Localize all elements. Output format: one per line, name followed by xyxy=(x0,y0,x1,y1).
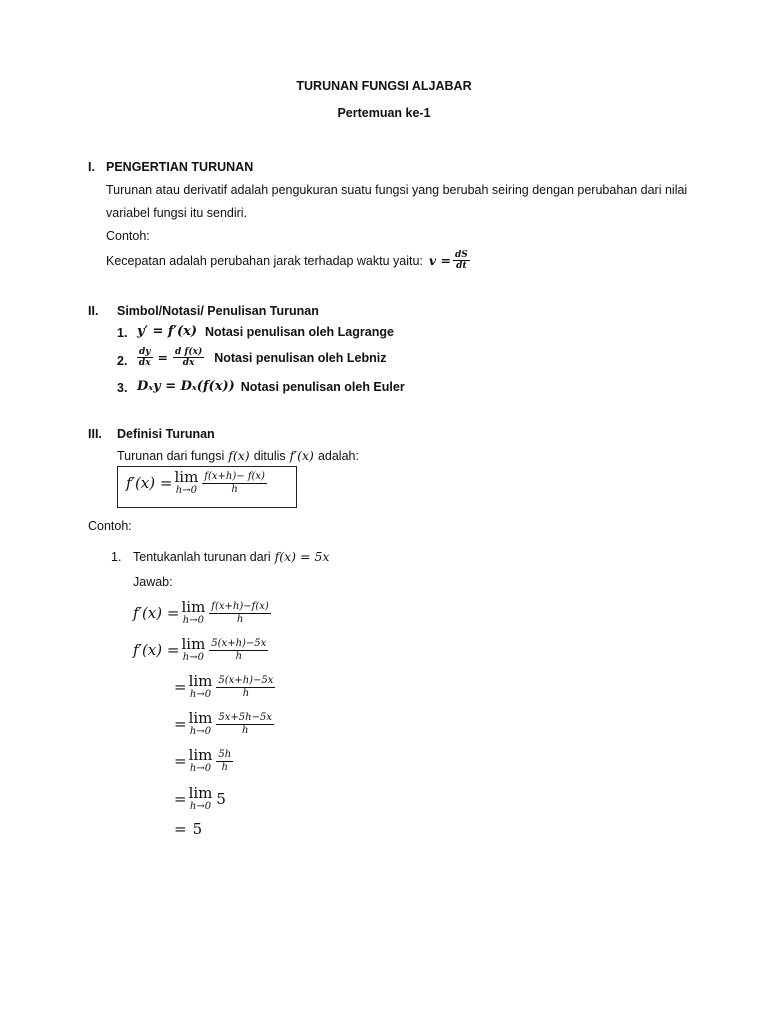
velocity-example xyxy=(106,250,472,272)
section2-number: II. xyxy=(88,304,99,318)
step4-denominator: h xyxy=(241,724,249,736)
section3-number: III. xyxy=(88,427,102,441)
notation-lagrange-math: y′ = f′(x) xyxy=(137,324,197,339)
velocity-denominator: dt xyxy=(456,261,467,272)
frac2-numerator: d f(x) xyxy=(175,347,203,357)
document-title: TURUNAN FUNGSI ALJABAR xyxy=(296,79,472,93)
definition-formula xyxy=(126,470,269,496)
section3-heading: Definisi Turunan xyxy=(117,427,215,441)
solution-step-1 xyxy=(133,600,273,626)
step4-lhs: = xyxy=(174,715,187,733)
step2-denominator: h xyxy=(235,650,243,662)
jawab-label: Jawab: xyxy=(133,575,173,589)
notation-euler-math: Dₓy = Dₓ(f(x)) xyxy=(137,379,235,394)
velocity-numerator: dS xyxy=(455,250,468,260)
notation-lebniz xyxy=(135,347,386,369)
definition-limit xyxy=(174,470,198,496)
step7-lhs: = xyxy=(174,820,187,838)
step3-denominator: h xyxy=(242,687,250,699)
velocity-fraction xyxy=(453,250,470,272)
step1-lim: lim xyxy=(181,598,206,616)
step3-lhs: = xyxy=(174,678,187,696)
step4-lim: lim xyxy=(188,709,213,727)
notation-lagrange xyxy=(137,324,394,339)
notation-lebniz-frac1 xyxy=(137,347,153,369)
document-subtitle: Pertemuan ke-1 xyxy=(337,106,431,120)
problem-number: 1. xyxy=(111,550,122,564)
step1-lhs: f′(x) = xyxy=(133,604,180,622)
frac1-denominator: dx xyxy=(138,358,151,369)
section2-heading: Simbol/Notasi/ Penulisan Turunan xyxy=(117,304,319,318)
step3-numerator: 5(x+h)−5x xyxy=(218,675,274,686)
step5-numerator: 5h xyxy=(218,749,232,760)
solution-step-4 xyxy=(174,711,276,737)
notation-lagrange-desc: Notasi penulisan oleh Lagrange xyxy=(205,324,394,339)
solution-step-7 xyxy=(174,820,202,838)
notation-lebniz-frac2 xyxy=(173,347,204,369)
problem-function: f(x) = 5x xyxy=(274,549,330,564)
step5-lim-sub: h→0 xyxy=(189,763,212,774)
solution-step-2 xyxy=(133,637,270,663)
solution-step-3 xyxy=(174,674,277,700)
step6-lim: lim xyxy=(188,784,213,802)
step1-denominator: h xyxy=(236,613,244,625)
definition-intro-fpx: f′(x) xyxy=(289,448,314,463)
frac1-numerator: dy xyxy=(139,347,151,357)
definition-lhs: f′(x) = xyxy=(126,474,173,492)
section1-paragraph-line1: Turunan atau derivatif adalah pengukuran suatu fungsi yang berubah seiring dengan perubahan dari nilai xyxy=(106,183,688,197)
step5-lim: lim xyxy=(188,746,213,764)
step7-value: 5 xyxy=(192,820,203,838)
step6-value: 5 xyxy=(216,790,226,808)
section1-heading: PENGERTIAN TURUNAN xyxy=(106,160,254,174)
problem-statement xyxy=(133,549,329,564)
definition-intro-fx: f(x) xyxy=(228,448,250,463)
notation-1-number: 1. xyxy=(117,326,128,340)
step2-numerator: 5(x+h)−5x xyxy=(211,638,267,649)
step3-lim-sub: h→0 xyxy=(189,689,212,700)
section1-number: I. xyxy=(88,160,95,174)
step2-lim-sub: h→0 xyxy=(182,652,204,663)
step6-lim-sub: h→0 xyxy=(189,801,212,812)
definition-intro-c: adalah: xyxy=(317,448,359,463)
notation-3-number: 3. xyxy=(117,381,128,395)
step2-lhs: f′(x) = xyxy=(133,641,180,659)
step3-lim: lim xyxy=(188,672,213,690)
step6-lhs: = xyxy=(174,790,187,808)
step1-numerator: f(x+h)−f(x) xyxy=(211,601,269,612)
definition-intro-b: ditulis xyxy=(253,448,286,463)
notation-2-number: 2. xyxy=(117,354,128,368)
step5-lhs: = xyxy=(174,752,187,770)
velocity-example-text: Kecepatan adalah perubahan jarak terhadap waktu yaitu: xyxy=(106,253,423,268)
notation-euler xyxy=(137,379,405,394)
velocity-lhs: v = xyxy=(428,253,451,269)
solution-step-5 xyxy=(174,748,235,774)
definition-intro xyxy=(117,448,359,463)
notation-lebniz-eq: = xyxy=(157,350,169,366)
step4-numerator: 5x+5h−5x xyxy=(218,712,272,723)
contoh-label: Contoh: xyxy=(88,519,132,533)
definition-lim-word: lim xyxy=(174,468,199,486)
step4-lim-sub: h→0 xyxy=(189,726,212,737)
definition-fraction xyxy=(202,471,267,495)
notation-lebniz-desc: Notasi penulisan oleh Lebniz xyxy=(214,350,387,365)
problem-text: Tentukanlah turunan dari xyxy=(133,549,271,564)
frac2-denominator: dx xyxy=(182,358,195,369)
section1-paragraph-line2: variabel fungsi itu sendiri. xyxy=(106,206,248,220)
definition-lim-sub: h→0 xyxy=(175,485,197,496)
notation-euler-desc: Notasi penulisan oleh Euler xyxy=(240,379,405,394)
section1-contoh-label: Contoh: xyxy=(106,229,150,243)
step1-lim-sub: h→0 xyxy=(182,615,204,626)
definition-numerator: f(x+h)− f(x) xyxy=(204,471,265,482)
solution-step-6 xyxy=(174,786,226,812)
definition-intro-a: Turunan dari fungsi xyxy=(117,448,225,463)
definition-denominator: h xyxy=(231,483,238,495)
step2-lim: lim xyxy=(181,635,206,653)
step5-denominator: h xyxy=(221,761,229,773)
